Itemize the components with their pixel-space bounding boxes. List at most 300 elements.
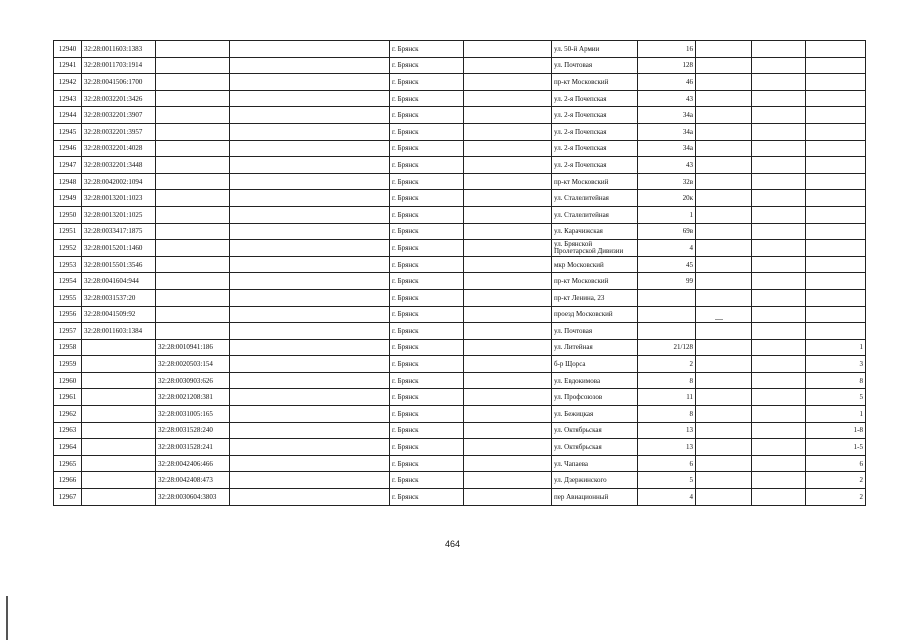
cell-city: г. Брянск bbox=[390, 323, 464, 340]
cell-empty bbox=[230, 190, 390, 207]
cell-flat: 5 bbox=[806, 389, 866, 406]
cell-empty bbox=[464, 389, 552, 406]
cell-cadastral-number bbox=[82, 356, 156, 373]
cell-empty bbox=[696, 306, 752, 323]
cell-flat bbox=[806, 223, 866, 240]
cell-street: пр-кт Московский bbox=[552, 74, 638, 91]
cell-city: г. Брянск bbox=[390, 90, 464, 107]
cell-flat bbox=[806, 90, 866, 107]
cell-empty bbox=[696, 123, 752, 140]
table-row bbox=[54, 306, 866, 323]
cell-house: 20к bbox=[638, 190, 696, 207]
cell-empty bbox=[696, 223, 752, 240]
cell-cadastral-number: 32:28:0032201:3957 bbox=[82, 123, 156, 140]
cell-city: г. Брянск bbox=[390, 455, 464, 472]
cell-empty bbox=[230, 90, 390, 107]
cell-cadastral-number-building bbox=[156, 273, 230, 290]
cell-row-number: 12944 bbox=[54, 107, 82, 124]
cell-cadastral-number-building bbox=[156, 140, 230, 157]
cell-city: г. Брянск bbox=[390, 57, 464, 74]
cell-empty bbox=[752, 356, 806, 373]
cell-empty bbox=[752, 173, 806, 190]
cell-flat bbox=[806, 173, 866, 190]
cell-city: г. Брянск bbox=[390, 356, 464, 373]
cell-cadastral-number-building bbox=[156, 206, 230, 223]
cell-empty bbox=[696, 422, 752, 439]
table-body bbox=[54, 41, 866, 506]
cell-empty bbox=[230, 289, 390, 306]
cell-cadastral-number: 32:28:0011603:1383 bbox=[82, 41, 156, 58]
cell-house: 32в bbox=[638, 173, 696, 190]
cell-empty bbox=[696, 240, 752, 257]
cell-empty bbox=[696, 489, 752, 506]
cell-empty bbox=[752, 306, 806, 323]
table-row bbox=[54, 173, 866, 190]
cell-city: г. Брянск bbox=[390, 190, 464, 207]
cell-empty bbox=[464, 289, 552, 306]
cell-house: 11 bbox=[638, 389, 696, 406]
cell-empty bbox=[464, 140, 552, 157]
table-row bbox=[54, 74, 866, 91]
cell-cadastral-number-building: 32:28:0021208:381 bbox=[156, 389, 230, 406]
cell-street: ул. Сталелитейная bbox=[552, 206, 638, 223]
cell-house: 43 bbox=[638, 157, 696, 174]
cell-empty bbox=[230, 41, 390, 58]
cell-empty bbox=[230, 306, 390, 323]
cell-empty bbox=[752, 107, 806, 124]
cell-cadastral-number-building: 32:28:0030604:3803 bbox=[156, 489, 230, 506]
cell-house: 46 bbox=[638, 74, 696, 91]
cell-empty bbox=[230, 223, 390, 240]
cell-empty bbox=[464, 372, 552, 389]
scan-mark bbox=[715, 319, 723, 320]
cell-empty bbox=[464, 273, 552, 290]
cell-empty bbox=[230, 107, 390, 124]
cell-street: ул. Дзержинского bbox=[552, 472, 638, 489]
cell-flat: 8 bbox=[806, 372, 866, 389]
cell-house: 4 bbox=[638, 489, 696, 506]
cell-empty bbox=[752, 190, 806, 207]
cell-house: 6 bbox=[638, 455, 696, 472]
cell-cadastral-number: 32:28:0013201:1025 bbox=[82, 206, 156, 223]
cell-empty bbox=[464, 157, 552, 174]
cell-empty bbox=[230, 406, 390, 423]
cell-empty bbox=[752, 41, 806, 58]
cell-empty bbox=[752, 472, 806, 489]
cell-house: 13 bbox=[638, 422, 696, 439]
cell-row-number: 12947 bbox=[54, 157, 82, 174]
cell-row-number: 12946 bbox=[54, 140, 82, 157]
cell-cadastral-number: 32:28:0011703:1914 bbox=[82, 57, 156, 74]
cell-city: г. Брянск bbox=[390, 107, 464, 124]
cell-flat bbox=[806, 140, 866, 157]
table-row bbox=[54, 372, 866, 389]
cell-empty bbox=[230, 123, 390, 140]
cell-city: г. Брянск bbox=[390, 472, 464, 489]
cell-cadastral-number: 32:28:0041509:92 bbox=[82, 306, 156, 323]
cell-city: г. Брянск bbox=[390, 339, 464, 356]
cell-house: 43 bbox=[638, 90, 696, 107]
cell-flat bbox=[806, 74, 866, 91]
cell-empty bbox=[752, 439, 806, 456]
cell-row-number: 12954 bbox=[54, 273, 82, 290]
cell-row-number: 12953 bbox=[54, 256, 82, 273]
cell-house: 21/128 bbox=[638, 339, 696, 356]
table-row bbox=[54, 223, 866, 240]
cell-city: г. Брянск bbox=[390, 389, 464, 406]
table-row bbox=[54, 439, 866, 456]
cell-empty bbox=[696, 455, 752, 472]
cell-row-number: 12950 bbox=[54, 206, 82, 223]
cell-cadastral-number-building: 32:28:0031005:165 bbox=[156, 406, 230, 423]
cell-street: ул. 2-я Почепская bbox=[552, 123, 638, 140]
cell-empty bbox=[230, 74, 390, 91]
cell-city: г. Брянск bbox=[390, 406, 464, 423]
cell-empty bbox=[752, 372, 806, 389]
cell-street: ул. Бежицкая bbox=[552, 406, 638, 423]
cell-empty bbox=[230, 372, 390, 389]
cell-street: ул. Октябрьская bbox=[552, 422, 638, 439]
cell-empty bbox=[752, 339, 806, 356]
cell-row-number: 12948 bbox=[54, 173, 82, 190]
cell-cadastral-number bbox=[82, 372, 156, 389]
cell-city: г. Брянск bbox=[390, 240, 464, 257]
cell-empty bbox=[752, 123, 806, 140]
cell-cadastral-number: 32:28:0032201:3907 bbox=[82, 107, 156, 124]
cell-house: 1 bbox=[638, 206, 696, 223]
cell-city: г. Брянск bbox=[390, 223, 464, 240]
cell-street: ул. 2-я Почепская bbox=[552, 140, 638, 157]
cell-house: 34а bbox=[638, 107, 696, 124]
cell-empty bbox=[752, 240, 806, 257]
cell-cadastral-number-building bbox=[156, 190, 230, 207]
cell-empty bbox=[230, 356, 390, 373]
cell-row-number: 12941 bbox=[54, 57, 82, 74]
cell-empty bbox=[230, 240, 390, 257]
cell-city: г. Брянск bbox=[390, 372, 464, 389]
table-row bbox=[54, 190, 866, 207]
cell-empty bbox=[752, 57, 806, 74]
cell-empty bbox=[696, 389, 752, 406]
cell-flat: 1-8 bbox=[806, 422, 866, 439]
cell-empty bbox=[696, 57, 752, 74]
cell-flat: 1 bbox=[806, 406, 866, 423]
cell-empty bbox=[696, 206, 752, 223]
cell-empty bbox=[230, 157, 390, 174]
cell-empty bbox=[464, 74, 552, 91]
cell-row-number: 12945 bbox=[54, 123, 82, 140]
table-row bbox=[54, 323, 866, 340]
cell-empty bbox=[230, 273, 390, 290]
cell-empty bbox=[696, 41, 752, 58]
cell-city: г. Брянск bbox=[390, 273, 464, 290]
cell-city: г. Брянск bbox=[390, 256, 464, 273]
cell-cadastral-number: 32:28:0033417:1875 bbox=[82, 223, 156, 240]
table-row bbox=[54, 339, 866, 356]
cell-house bbox=[638, 306, 696, 323]
cell-empty bbox=[696, 406, 752, 423]
cell-street: пр-кт Московский bbox=[552, 273, 638, 290]
cell-city: г. Брянск bbox=[390, 439, 464, 456]
table-row bbox=[54, 489, 866, 506]
table-row bbox=[54, 455, 866, 472]
cell-empty bbox=[752, 90, 806, 107]
cell-cadastral-number-building bbox=[156, 289, 230, 306]
cell-empty bbox=[696, 372, 752, 389]
cell-cadastral-number: 32:28:0015201:1460 bbox=[82, 240, 156, 257]
table-row bbox=[54, 140, 866, 157]
cell-flat bbox=[806, 256, 866, 273]
cell-house: 34а bbox=[638, 140, 696, 157]
cell-cadastral-number-building bbox=[156, 306, 230, 323]
cell-empty bbox=[464, 306, 552, 323]
cell-empty bbox=[464, 173, 552, 190]
cell-cadastral-number-building bbox=[156, 157, 230, 174]
cell-flat bbox=[806, 306, 866, 323]
cell-empty bbox=[464, 489, 552, 506]
cell-row-number: 12958 bbox=[54, 339, 82, 356]
cell-flat bbox=[806, 190, 866, 207]
cell-empty bbox=[464, 123, 552, 140]
cell-street: ул. Карачижская bbox=[552, 223, 638, 240]
cell-row-number: 12940 bbox=[54, 41, 82, 58]
cell-cadastral-number bbox=[82, 422, 156, 439]
cell-street: ул. 2-я Почепская bbox=[552, 90, 638, 107]
cell-cadastral-number-building: 32:28:0042408:473 bbox=[156, 472, 230, 489]
cell-row-number: 12951 bbox=[54, 223, 82, 240]
cell-house: 8 bbox=[638, 372, 696, 389]
cell-empty bbox=[752, 323, 806, 340]
cell-cadastral-number-building bbox=[156, 173, 230, 190]
cell-street: ул. 2-я Почепская bbox=[552, 107, 638, 124]
scan-edge-mark bbox=[6, 596, 8, 640]
cell-row-number: 12956 bbox=[54, 306, 82, 323]
cell-empty bbox=[464, 455, 552, 472]
cell-cadastral-number-building: 32:28:0020503:154 bbox=[156, 356, 230, 373]
cell-empty bbox=[464, 190, 552, 207]
cell-street: пр-кт Московский bbox=[552, 173, 638, 190]
cell-empty bbox=[752, 74, 806, 91]
cell-empty bbox=[464, 406, 552, 423]
cell-row-number: 12965 bbox=[54, 455, 82, 472]
cell-empty bbox=[464, 206, 552, 223]
cell-empty bbox=[752, 455, 806, 472]
cell-row-number: 12962 bbox=[54, 406, 82, 423]
cell-flat: 2 bbox=[806, 472, 866, 489]
cell-city: г. Брянск bbox=[390, 206, 464, 223]
cell-row-number: 12955 bbox=[54, 289, 82, 306]
cell-city: г. Брянск bbox=[390, 489, 464, 506]
cell-flat bbox=[806, 323, 866, 340]
cell-street: мкр Московский bbox=[552, 256, 638, 273]
table-row bbox=[54, 90, 866, 107]
cell-row-number: 12957 bbox=[54, 323, 82, 340]
cell-cadastral-number: 32:28:0013201:1023 bbox=[82, 190, 156, 207]
cell-empty bbox=[752, 389, 806, 406]
cell-house: 34а bbox=[638, 123, 696, 140]
cell-house: 2 bbox=[638, 356, 696, 373]
table-row bbox=[54, 57, 866, 74]
cell-empty bbox=[230, 339, 390, 356]
cell-house: 45 bbox=[638, 256, 696, 273]
cell-empty bbox=[464, 356, 552, 373]
cell-cadastral-number-building bbox=[156, 223, 230, 240]
cell-cadastral-number-building bbox=[156, 323, 230, 340]
cell-street: ул. Профсоюзов bbox=[552, 389, 638, 406]
cell-house bbox=[638, 289, 696, 306]
cell-cadastral-number-building: 32:28:0031528:241 bbox=[156, 439, 230, 456]
cell-empty bbox=[230, 422, 390, 439]
cell-cadastral-number-building bbox=[156, 107, 230, 124]
cell-empty bbox=[696, 356, 752, 373]
cell-empty bbox=[696, 74, 752, 91]
table-row bbox=[54, 406, 866, 423]
cell-empty bbox=[230, 439, 390, 456]
cell-cadastral-number-building bbox=[156, 57, 230, 74]
cell-flat bbox=[806, 57, 866, 74]
cell-street: ул. Литейная bbox=[552, 339, 638, 356]
cell-row-number: 12961 bbox=[54, 389, 82, 406]
table-row bbox=[54, 289, 866, 306]
cell-cadastral-number bbox=[82, 472, 156, 489]
cell-street: ул. Брянской Пролетарской Дивизии bbox=[552, 240, 638, 257]
cell-empty bbox=[696, 289, 752, 306]
table-row bbox=[54, 206, 866, 223]
cell-empty bbox=[752, 422, 806, 439]
cell-cadastral-number-building bbox=[156, 74, 230, 91]
cell-flat bbox=[806, 157, 866, 174]
cell-empty bbox=[230, 472, 390, 489]
cell-empty bbox=[752, 289, 806, 306]
cell-city: г. Брянск bbox=[390, 422, 464, 439]
cell-cadastral-number: 32:28:0031537:20 bbox=[82, 289, 156, 306]
table-row bbox=[54, 389, 866, 406]
cell-flat bbox=[806, 289, 866, 306]
cell-flat: 2 bbox=[806, 489, 866, 506]
cell-empty bbox=[696, 90, 752, 107]
cell-cadastral-number-building bbox=[156, 240, 230, 257]
cell-row-number: 12964 bbox=[54, 439, 82, 456]
cell-empty bbox=[230, 323, 390, 340]
cell-house: 5 bbox=[638, 472, 696, 489]
cell-flat: 6 bbox=[806, 455, 866, 472]
cell-row-number: 12959 bbox=[54, 356, 82, 373]
cell-city: г. Брянск bbox=[390, 123, 464, 140]
cell-street: ул. Чапаева bbox=[552, 455, 638, 472]
cell-cadastral-number: 32:28:0032201:4028 bbox=[82, 140, 156, 157]
cell-row-number: 12942 bbox=[54, 74, 82, 91]
cell-empty bbox=[464, 57, 552, 74]
cell-cadastral-number-building: 32:28:0031528:240 bbox=[156, 422, 230, 439]
cell-house: 69в bbox=[638, 223, 696, 240]
cell-empty bbox=[752, 489, 806, 506]
cell-house: 99 bbox=[638, 273, 696, 290]
cell-flat bbox=[806, 273, 866, 290]
cell-city: г. Брянск bbox=[390, 306, 464, 323]
table-row bbox=[54, 422, 866, 439]
cell-empty bbox=[696, 107, 752, 124]
cell-empty bbox=[230, 489, 390, 506]
table-row bbox=[54, 107, 866, 124]
cell-cadastral-number: 32:28:0042002:1094 bbox=[82, 173, 156, 190]
cell-street: ул. 50-й Армии bbox=[552, 41, 638, 58]
cell-empty bbox=[230, 206, 390, 223]
cell-street: ул. Октябрьская bbox=[552, 439, 638, 456]
cell-cadastral-number: 32:28:0011603:1384 bbox=[82, 323, 156, 340]
cell-house: 4 bbox=[638, 240, 696, 257]
cell-street: ул. Почтовая bbox=[552, 57, 638, 74]
cell-house bbox=[638, 323, 696, 340]
cell-cadastral-number: 32:28:0032201:3448 bbox=[82, 157, 156, 174]
cell-cadastral-number bbox=[82, 455, 156, 472]
cell-cadastral-number-building: 32:28:0010941:186 bbox=[156, 339, 230, 356]
cell-street: ул. Евдокимова bbox=[552, 372, 638, 389]
cell-row-number: 12960 bbox=[54, 372, 82, 389]
cell-house: 16 bbox=[638, 41, 696, 58]
cell-cadastral-number bbox=[82, 339, 156, 356]
cell-row-number: 12943 bbox=[54, 90, 82, 107]
cell-cadastral-number-building: 32:28:0030903:626 bbox=[156, 372, 230, 389]
cell-empty bbox=[464, 41, 552, 58]
cell-empty bbox=[464, 90, 552, 107]
table-row bbox=[54, 41, 866, 58]
cell-empty bbox=[464, 107, 552, 124]
table-row bbox=[54, 256, 866, 273]
cell-cadastral-number: 32:28:0041506:1700 bbox=[82, 74, 156, 91]
cell-street: проезд Московский bbox=[552, 306, 638, 323]
cell-row-number: 12967 bbox=[54, 489, 82, 506]
cell-empty bbox=[464, 256, 552, 273]
cell-empty bbox=[752, 223, 806, 240]
cell-cadastral-number: 32:28:0041604:944 bbox=[82, 273, 156, 290]
table-row bbox=[54, 356, 866, 373]
cell-street: ул. Сталелитейная bbox=[552, 190, 638, 207]
cell-empty bbox=[230, 57, 390, 74]
cell-cadastral-number: 32:28:0015501:3546 bbox=[82, 256, 156, 273]
cell-empty bbox=[696, 323, 752, 340]
cell-empty bbox=[752, 206, 806, 223]
cell-house: 128 bbox=[638, 57, 696, 74]
cell-cadastral-number bbox=[82, 389, 156, 406]
cell-empty bbox=[230, 140, 390, 157]
cell-flat bbox=[806, 240, 866, 257]
cell-empty bbox=[696, 190, 752, 207]
cell-flat bbox=[806, 206, 866, 223]
cell-empty bbox=[464, 472, 552, 489]
cell-city: г. Брянск bbox=[390, 74, 464, 91]
table-row bbox=[54, 240, 866, 257]
cell-empty bbox=[696, 339, 752, 356]
cell-flat bbox=[806, 41, 866, 58]
table-row bbox=[54, 123, 866, 140]
cell-empty bbox=[752, 256, 806, 273]
cell-empty bbox=[696, 140, 752, 157]
cell-empty bbox=[696, 273, 752, 290]
cell-cadastral-number bbox=[82, 406, 156, 423]
cell-empty bbox=[696, 439, 752, 456]
cell-city: г. Брянск bbox=[390, 140, 464, 157]
cell-empty bbox=[464, 339, 552, 356]
cell-cadastral-number: 32:28:0032201:3426 bbox=[82, 90, 156, 107]
table-row bbox=[54, 273, 866, 290]
cell-empty bbox=[464, 240, 552, 257]
cell-cadastral-number-building: 32:28:0042406:466 bbox=[156, 455, 230, 472]
cell-empty bbox=[230, 389, 390, 406]
cell-flat: 3 bbox=[806, 356, 866, 373]
table-row bbox=[54, 472, 866, 489]
cell-flat bbox=[806, 107, 866, 124]
cell-cadastral-number bbox=[82, 489, 156, 506]
